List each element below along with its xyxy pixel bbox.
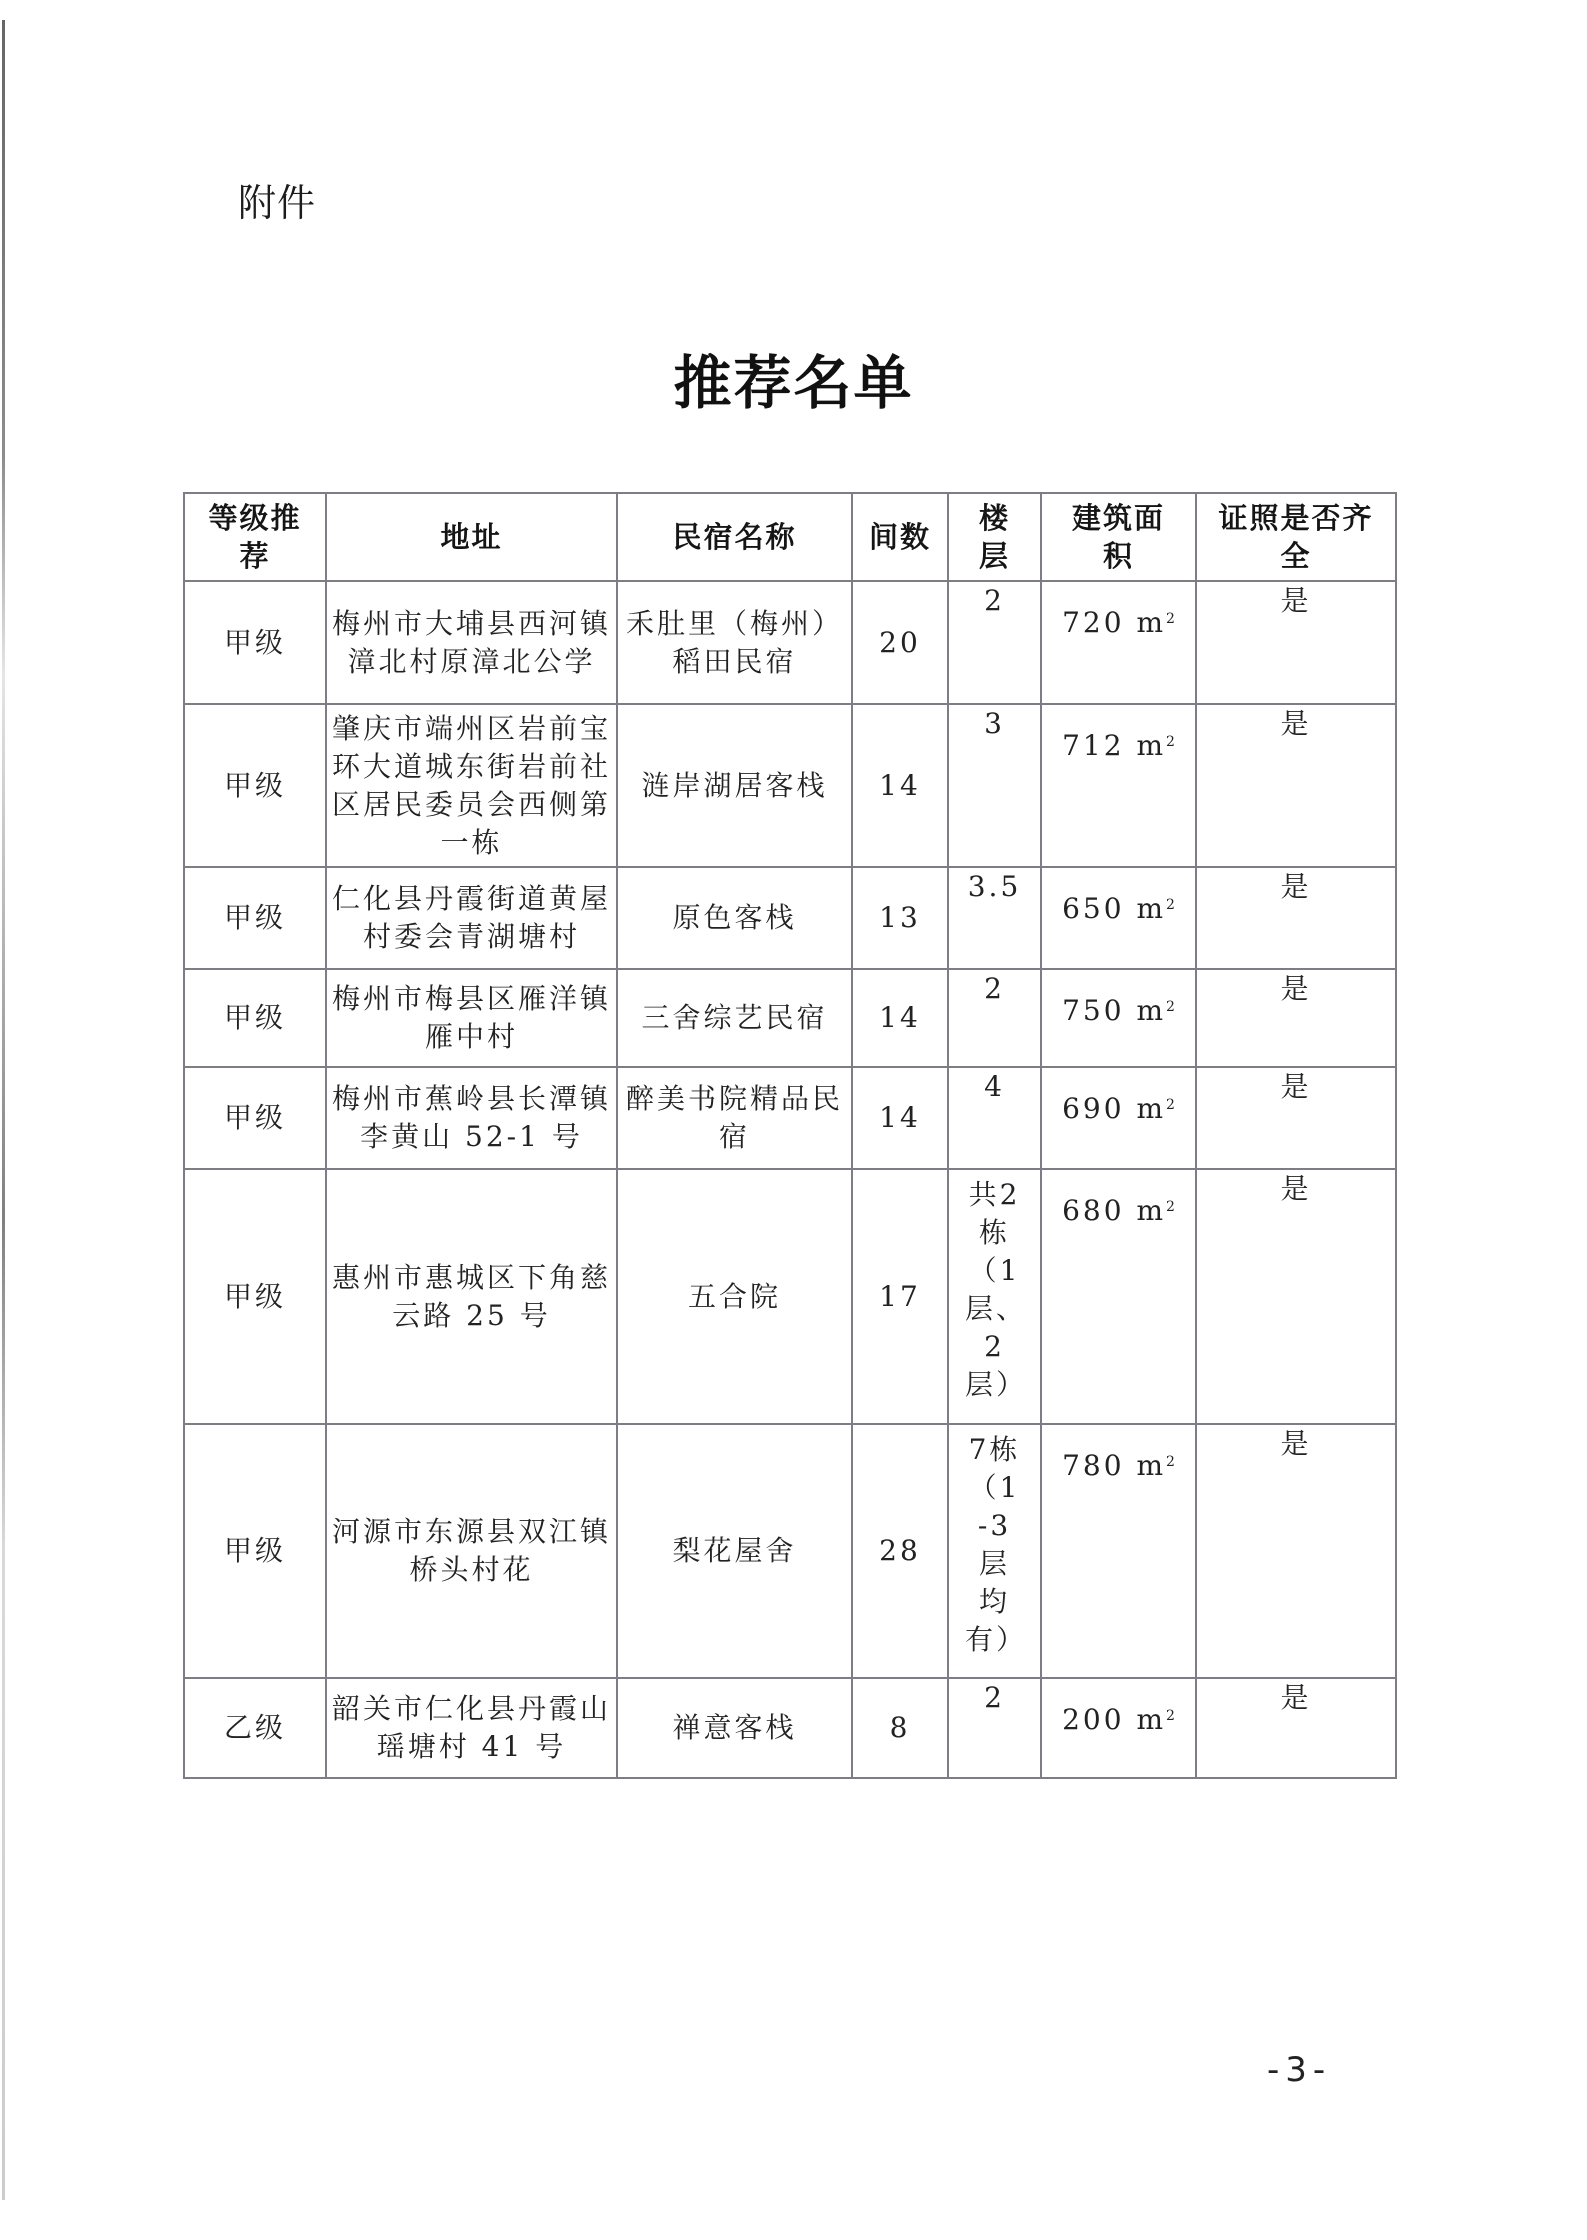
area-unit-sup: 2 — [1166, 1097, 1175, 1113]
attachment-label: 附件 — [238, 181, 317, 225]
cell-grade: 甲级 — [184, 1067, 326, 1169]
area-value: 680 — [1062, 1194, 1125, 1227]
cell-rooms: 14 — [852, 969, 948, 1067]
cell-floors: 2 — [948, 1678, 1041, 1778]
cell-name: 醉美书院精品民宿 — [617, 1067, 852, 1169]
cell-grade: 甲级 — [184, 969, 326, 1067]
table-row — [184, 867, 1396, 969]
area-value: 200 — [1062, 1703, 1125, 1736]
cell-floors: 7栋（1-3层均有） — [948, 1424, 1041, 1678]
cell-address: 仁化县丹霞街道黄屋村委会青湖塘村 — [326, 867, 617, 969]
cell-address: 梅州市梅县区雁洋镇雁中村 — [326, 969, 617, 1067]
cell-license: 是 — [1196, 1424, 1396, 1678]
area-unit: m — [1136, 892, 1166, 925]
cell-name: 梨花屋舍 — [617, 1424, 852, 1678]
cell-name: 禅意客栈 — [617, 1678, 852, 1778]
cell-name: 原色客栈 — [617, 867, 852, 969]
cell-area — [1041, 704, 1196, 867]
cell-rooms: 14 — [852, 1067, 948, 1169]
area-value: 780 — [1062, 1449, 1125, 1482]
cell-floors: 3 — [948, 704, 1041, 867]
area-unit: m — [1136, 1092, 1166, 1125]
cell-name: 禾肚里（梅州）稻田民宿 — [617, 581, 852, 704]
cell-license: 是 — [1196, 704, 1396, 867]
cell-floors: 3.5 — [948, 867, 1041, 969]
table-row — [184, 581, 1396, 704]
area-unit-sup: 2 — [1166, 1199, 1175, 1215]
table-row — [184, 1424, 1396, 1678]
cell-area — [1041, 867, 1196, 969]
cell-license: 是 — [1196, 581, 1396, 704]
header-license: 证照是否齐全 — [1196, 493, 1396, 581]
cell-address: 河源市东源县双江镇桥头村花 — [326, 1424, 617, 1678]
area-unit: m — [1136, 1194, 1166, 1227]
area-unit-sup: 2 — [1166, 897, 1175, 913]
table-row — [184, 1067, 1396, 1169]
area-value: 750 — [1062, 994, 1125, 1027]
cell-grade: 甲级 — [184, 1424, 326, 1678]
area-value: 720 — [1062, 606, 1125, 639]
cell-grade: 甲级 — [184, 581, 326, 704]
cell-address: 韶关市仁化县丹霞山瑶塘村 41 号 — [326, 1678, 617, 1778]
cell-rooms: 17 — [852, 1169, 948, 1424]
cell-rooms: 14 — [852, 704, 948, 867]
cell-address: 惠州市惠城区下角慈云路 25 号 — [326, 1169, 617, 1424]
area-unit-sup: 2 — [1166, 734, 1175, 750]
table-row — [184, 704, 1396, 867]
cell-name: 三舍综艺民宿 — [617, 969, 852, 1067]
header-address: 地址 — [326, 493, 617, 581]
cell-address: 肇庆市端州区岩前宝环大道城东街岩前社区居民委员会西侧第一栋 — [326, 704, 617, 867]
header-area: 建筑面积 — [1041, 493, 1196, 581]
cell-license: 是 — [1196, 867, 1396, 969]
cell-area — [1041, 969, 1196, 1067]
cell-floors: 4 — [948, 1067, 1041, 1169]
cell-grade: 甲级 — [184, 704, 326, 867]
page-title: 推荐名单 — [673, 349, 914, 417]
header-grade: 等级推荐 — [184, 493, 326, 581]
cell-area — [1041, 1424, 1196, 1678]
cell-floors: 共2栋（1层、2层） — [948, 1169, 1041, 1424]
cell-area — [1041, 1678, 1196, 1778]
area-unit: m — [1136, 606, 1166, 639]
cell-license: 是 — [1196, 1678, 1396, 1778]
cell-area — [1041, 581, 1196, 704]
area-value: 650 — [1062, 892, 1125, 925]
page-number: -3- — [1267, 2050, 1332, 2090]
cell-grade: 甲级 — [184, 867, 326, 969]
cell-area — [1041, 1169, 1196, 1424]
area-unit: m — [1136, 1449, 1166, 1482]
area-unit: m — [1136, 1703, 1166, 1736]
header-name: 民宿名称 — [617, 493, 852, 581]
area-unit-sup: 2 — [1166, 1708, 1175, 1724]
area-unit: m — [1136, 729, 1166, 762]
header-floors: 楼层 — [948, 493, 1041, 581]
cell-license: 是 — [1196, 1067, 1396, 1169]
area-unit-sup: 2 — [1166, 1454, 1175, 1470]
area-value: 712 — [1062, 729, 1125, 762]
cell-license: 是 — [1196, 969, 1396, 1067]
cell-rooms: 13 — [852, 867, 948, 969]
cell-name: 涟岸湖居客栈 — [617, 704, 852, 867]
cell-grade: 乙级 — [184, 1678, 326, 1778]
table-header-row — [184, 493, 1396, 581]
area-unit: m — [1136, 994, 1166, 1027]
cell-grade: 甲级 — [184, 1169, 326, 1424]
table-row — [184, 1678, 1396, 1778]
table-row — [184, 969, 1396, 1067]
cell-floors: 2 — [948, 581, 1041, 704]
area-unit-sup: 2 — [1166, 611, 1175, 627]
cell-rooms: 28 — [852, 1424, 948, 1678]
cell-rooms: 20 — [852, 581, 948, 704]
cell-address: 梅州市蕉岭县长潭镇李黄山 52-1 号 — [326, 1067, 617, 1169]
area-value: 690 — [1062, 1092, 1125, 1125]
cell-name: 五合院 — [617, 1169, 852, 1424]
cell-license: 是 — [1196, 1169, 1396, 1424]
header-rooms: 间数 — [852, 493, 948, 581]
cell-address: 梅州市大埔县西河镇漳北村原漳北公学 — [326, 581, 617, 704]
cell-rooms: 8 — [852, 1678, 948, 1778]
area-unit-sup: 2 — [1166, 999, 1175, 1015]
table-row — [184, 1169, 1396, 1424]
recommendation-table — [183, 492, 1397, 1779]
cell-floors: 2 — [948, 969, 1041, 1067]
cell-area — [1041, 1067, 1196, 1169]
